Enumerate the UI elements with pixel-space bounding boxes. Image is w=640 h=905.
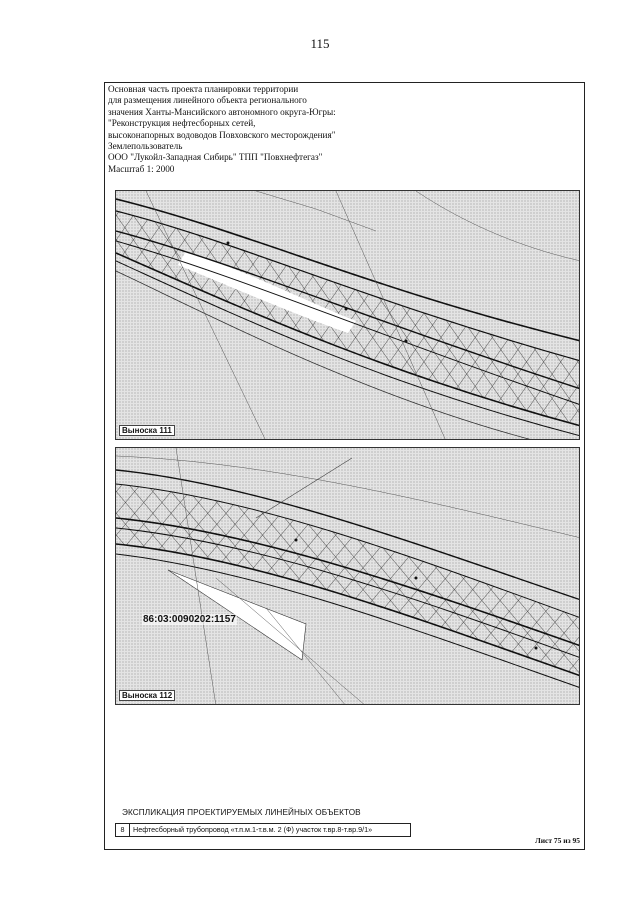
cadastral-number-label: 86:03:0090202:1157 bbox=[143, 614, 236, 625]
title-block bbox=[108, 84, 438, 175]
scale-label: Масштаб 1: 2000 bbox=[108, 163, 175, 174]
explication-title: ЭКСПЛИКАЦИЯ ПРОЕКТИРУЕМЫХ ЛИНЕЙНЫХ ОБЪЕКТОВ bbox=[122, 808, 361, 817]
title-line: для размещения линейного объекта регионального bbox=[108, 95, 307, 106]
map-drawing-top bbox=[116, 191, 580, 440]
map-callout-112 bbox=[115, 447, 580, 705]
land-user-heading: Землепользователь bbox=[108, 141, 183, 152]
drawing-frame bbox=[104, 82, 585, 850]
map-drawing-bottom bbox=[116, 448, 580, 705]
explication-row-number: 8 bbox=[116, 824, 130, 836]
callout-label-112: Выноска 112 bbox=[119, 690, 175, 701]
explication-row-description: Нефтесборный трубопровод «т.п.м.1-т.в.м. 2 (Ф) участок т.вр.8-т.вр.9/1» bbox=[133, 825, 373, 834]
page-number: 115 bbox=[310, 36, 330, 51]
callout-label-111: Выноска 111 bbox=[119, 425, 175, 436]
land-user-name: ООО "Лукойл-Западная Сибирь" ТПП "Повхнефтегаз" bbox=[108, 152, 323, 163]
map-callout-111 bbox=[115, 190, 580, 440]
title-line: значения Ханты-Мансийского автономного округа-Югры: bbox=[108, 106, 336, 117]
title-line: высоконапорных водоводов Повховского месторождения" bbox=[108, 129, 336, 140]
title-line: "Реконструкция нефтесборных сетей, bbox=[108, 118, 256, 129]
explication-table-row bbox=[115, 823, 411, 837]
sheet-number: Лист 75 из 95 bbox=[535, 836, 580, 845]
title-line: Основная часть проекта планировки территории bbox=[108, 84, 299, 94]
